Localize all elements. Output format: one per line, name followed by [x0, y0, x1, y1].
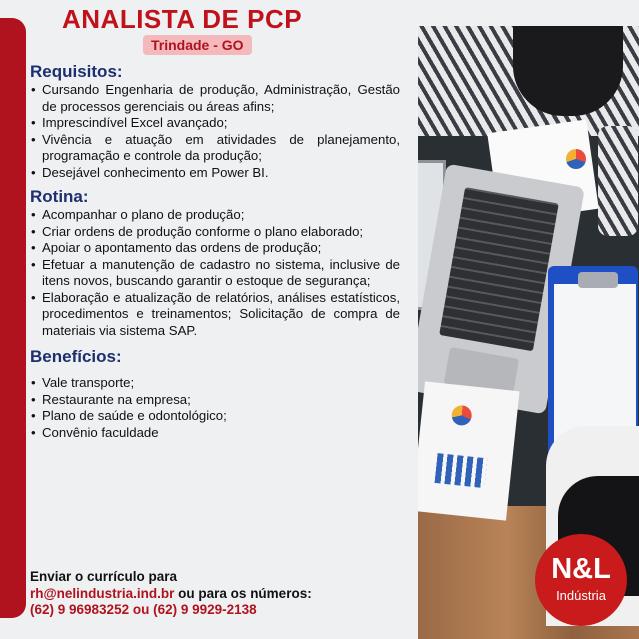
person-head-shape — [513, 26, 623, 116]
list-item: • Vivência e atuação em atividades de planejamento, programação e controle da produção; — [30, 132, 400, 165]
bar-chart-icon — [434, 453, 487, 488]
benefits-list — [30, 375, 400, 441]
keyboard-shape — [439, 187, 559, 351]
job-title: ANALISTA DE PCP — [62, 4, 303, 34]
chart-paper-shape — [418, 381, 520, 520]
contact-numbers-label: ou para os números: — [174, 585, 312, 601]
person-arm-shape — [598, 126, 638, 236]
requirements-list — [30, 82, 400, 181]
list-item: • Vale transporte; — [30, 375, 400, 392]
requirements-title: Requisitos: — [30, 62, 123, 81]
benefits-title: Benefícios: — [30, 347, 122, 366]
routine-title: Rotina: — [30, 187, 89, 206]
routine-list — [30, 207, 400, 339]
list-item: • Restaurante na empresa; — [30, 392, 400, 409]
list-item: • Acompanhar o plano de produção; — [30, 207, 400, 224]
pie-chart-icon — [451, 404, 473, 426]
contact-email-link[interactable]: rh@nelindustria.ind.br — [30, 585, 175, 601]
company-logo — [535, 534, 627, 626]
list-item: • Elaboração e atualização de relatórios, análises estatísticos, procedimentos e treinamentos; Solicitação de compra de materiais via sistema SAP. — [30, 290, 400, 340]
logo-mark: N&L — [551, 553, 611, 585]
list-item: • Efetuar a manutenção de cadastro no sistema, inclusive de itens novos, buscando garantir o estoque de segurança; — [30, 257, 400, 290]
list-item: • Desejável conhecimento em Power BI. — [30, 165, 400, 182]
clipboard-clip-shape — [578, 272, 618, 288]
left-accent-bar — [0, 18, 26, 618]
location-badge: Trindade - GO — [143, 35, 252, 55]
list-item: • Apoiar o apontamento das ordens de produção; — [30, 240, 400, 257]
list-item: • Criar ordens de produção conforme o plano elaborado; — [30, 224, 400, 241]
routine-section — [30, 187, 400, 339]
contact-phones[interactable]: (62) 9 96983252 ou (62) 9 9929-2138 — [30, 602, 257, 617]
contact-intro: Enviar o currículo para — [30, 569, 178, 584]
benefits-section — [30, 347, 400, 441]
requirements-section — [30, 62, 400, 181]
list-item: • Imprescindível Excel avançado; — [30, 115, 400, 132]
contact-block — [30, 569, 400, 619]
logo-subtitle: Indústria — [556, 588, 606, 603]
list-item: • Convênio faculdade — [30, 425, 400, 442]
pie-chart-icon — [566, 149, 586, 169]
contact-email-line — [30, 586, 400, 603]
list-item: • Plano de saúde e odontológico; — [30, 408, 400, 425]
list-item: • Cursando Engenharia de produção, Administração, Gestão de processos gerenciais ou áreas afins; — [30, 82, 400, 115]
job-description — [30, 62, 400, 441]
